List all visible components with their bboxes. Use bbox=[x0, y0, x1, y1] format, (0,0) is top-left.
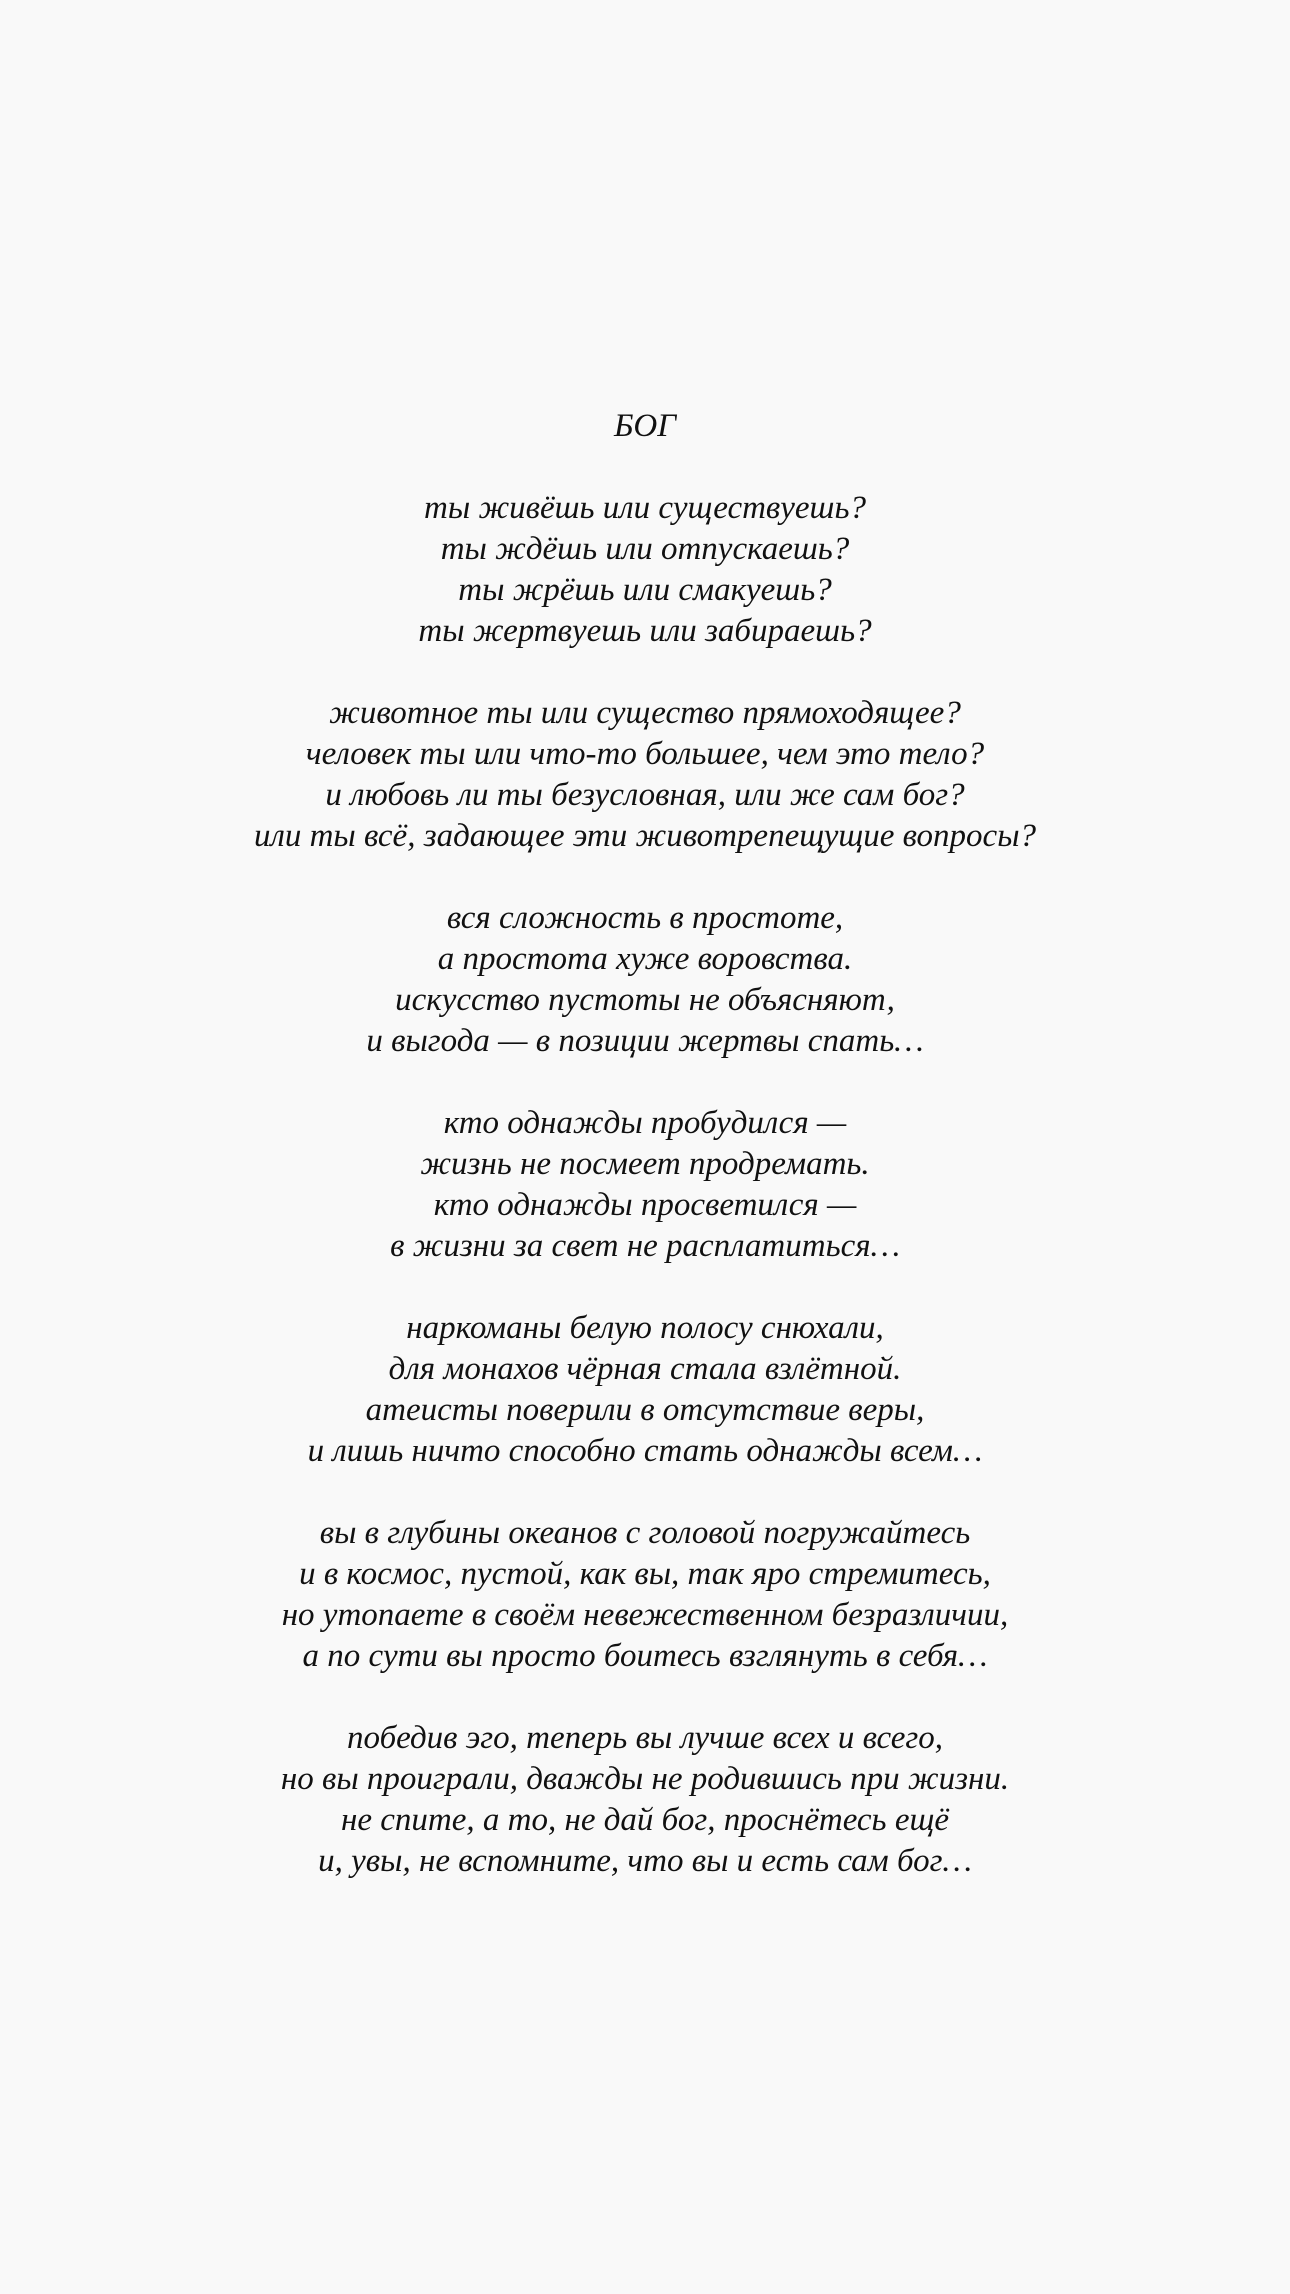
stanza-3 bbox=[0, 898, 1290, 1062]
poem-line: животное ты или существо прямоходящее? bbox=[329, 695, 961, 731]
stanza-5 bbox=[0, 1308, 1290, 1472]
poem-line: человек ты или что-то большее, чем это тело? bbox=[305, 736, 985, 772]
poem-line: победив эго, теперь вы лучше всех и всего, bbox=[347, 1720, 943, 1756]
poem-line: для монахов чёрная стала взлётной. bbox=[388, 1351, 902, 1387]
poem-line: а по сути вы просто боитесь взглянуть в себя… bbox=[302, 1638, 988, 1674]
poem-line: и лишь ничто способно стать однажды всем… bbox=[307, 1433, 983, 1469]
poem-line: в жизни за свет не расплатиться… bbox=[390, 1228, 900, 1264]
poem-line: и, увы, не вспомните, что вы и есть сам бог… bbox=[318, 1843, 972, 1879]
poem-line: кто однажды пробудился — bbox=[443, 1105, 847, 1141]
stanza-6 bbox=[0, 1513, 1290, 1677]
stanza-4 bbox=[0, 1103, 1290, 1267]
poem-line: но утопаете в своём невежественном безразличии, bbox=[281, 1597, 1009, 1633]
poem-line: и в космос, пустой, как вы, так яро стремитесь, bbox=[299, 1556, 991, 1592]
poem-line: ты жрёшь или смакуешь? bbox=[458, 572, 832, 608]
poem-line: не спите, а то, не дай бог, проснётесь ещё bbox=[340, 1802, 950, 1838]
poem-line: искусство пустоты не объясняют, bbox=[395, 982, 895, 1018]
poem-line: а простота хуже воровства. bbox=[437, 941, 853, 977]
poem-line: ты ждёшь или отпускаешь? bbox=[440, 531, 850, 567]
poem-line: атеисты поверили в отсутствие веры, bbox=[365, 1392, 925, 1428]
stanza-1 bbox=[0, 488, 1290, 652]
poem-line: и выгода — в позиции жертвы спать… bbox=[366, 1023, 924, 1059]
poem-title: БОГ bbox=[613, 408, 677, 444]
poem-line: или ты всё, задающее эти животрепещущие вопросы? bbox=[253, 818, 1037, 854]
poem-line: и любовь ли ты безусловная, или же сам бог? bbox=[325, 777, 965, 813]
poem-line: ты живёшь или существуешь? bbox=[424, 490, 866, 526]
poem-line: жизнь не посмеет продремать. bbox=[420, 1146, 870, 1182]
poem-line: вся сложность в простоте, bbox=[446, 900, 844, 936]
poem-line: наркоманы белую полосу снюхали, bbox=[406, 1310, 884, 1346]
stanza-7 bbox=[0, 1718, 1290, 1882]
poem-line: вы в глубины океанов с головой погружайтесь bbox=[319, 1515, 971, 1551]
poem bbox=[0, 406, 1290, 1882]
poem-line: кто однажды просветился — bbox=[433, 1187, 857, 1223]
poem-line: но вы проиграли, дважды не родившись при жизни. bbox=[280, 1761, 1010, 1797]
poem-line: ты жертвуешь или забираешь? bbox=[418, 613, 872, 649]
stanza-2 bbox=[0, 693, 1290, 857]
